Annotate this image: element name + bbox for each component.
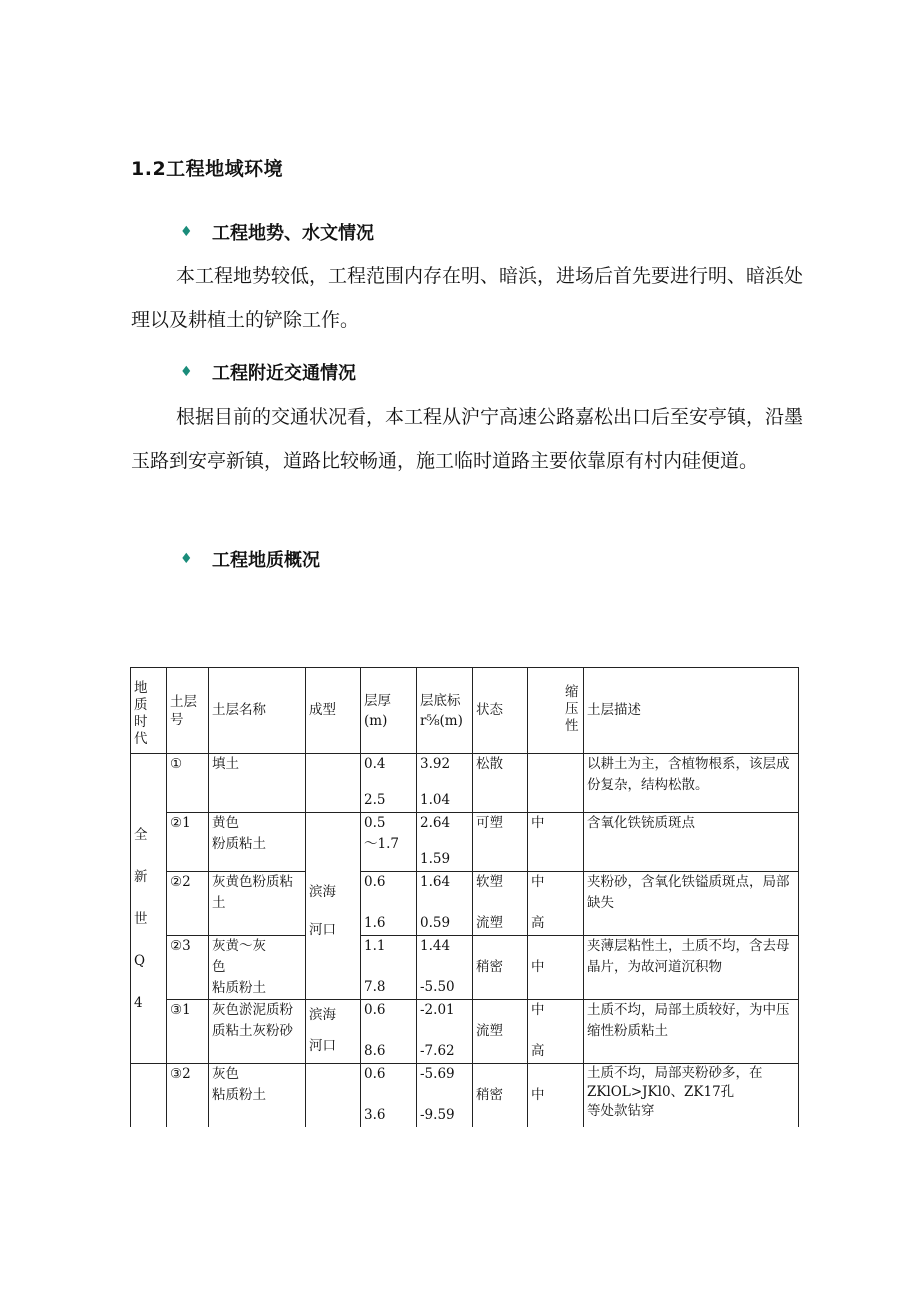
section-heading: 1.2工程地域环境: [131, 158, 284, 180]
topic-label: 工程地质概况: [212, 550, 320, 571]
table-row: [131, 872, 799, 936]
header-state: 状态: [473, 668, 528, 754]
header-description: 土层描述: [584, 668, 799, 754]
layer-compressibility: 中 高: [528, 872, 584, 936]
era-cell-empty: [131, 1064, 167, 1127]
layer-genesis: [306, 754, 361, 813]
diamond-bullet-icon: ♦: [180, 224, 193, 240]
layer-elevation: 1.44 -5.50: [417, 936, 473, 1000]
layer-compressibility: 中: [528, 1064, 584, 1127]
table-row: [131, 754, 799, 813]
layer-id: ②2: [167, 872, 209, 936]
layer-state: 稍密: [473, 1064, 528, 1127]
layer-description: 含氧化铁铳质斑点: [584, 813, 799, 872]
layer-name: 灰色淤泥质粉质粘土灰粉砂: [209, 1000, 306, 1064]
layer-description: 夹粉砂，含氧化铁镒质斑点，局部缺失: [584, 872, 799, 936]
topic-geology-heading: [180, 546, 320, 572]
topic-label: 工程附近交通情况: [212, 363, 356, 384]
layer-state: 流塑: [473, 1000, 528, 1064]
layer-thickness: 1.1 7.8: [361, 936, 417, 1000]
table-row: [131, 936, 799, 1000]
layer-compressibility: 中: [528, 813, 584, 872]
diamond-bullet-icon: ♦: [180, 364, 193, 380]
layer-id: ③1: [167, 1000, 209, 1064]
layer-compressibility: 中: [528, 936, 584, 1000]
header-compressibility: 缩压性: [528, 668, 584, 754]
table-header-row: [131, 668, 799, 754]
layer-description: 土质不均，局部夹粉砂多，在ZKlOL>JKl0、ZK17孔 等处款钻穿: [584, 1064, 799, 1127]
table-row: [131, 1064, 799, 1127]
header-bottom-elevation: 层底标r⅝(m): [417, 668, 473, 754]
era-cell: 全新世Q4: [131, 754, 167, 1064]
layer-id: ③2: [167, 1064, 209, 1127]
layer-elevation: -2.01 -7.62: [417, 1000, 473, 1064]
traffic-paragraph: 根据目前的交通状况看，本工程从沪宁高速公路嘉松出口后至安亭镇，沿墨玉路到安亭新镇，道路比较畅通，施工临时道路主要依靠原有村内硅便道。: [131, 406, 804, 472]
layer-description: 以耕土为主，含植物根系，该层成份复杂，结构松散。: [584, 754, 799, 813]
layer-name: 灰黄～灰 色 粘质粉土: [209, 936, 306, 1000]
layer-description: 土质不均，局部土质较好，为中压缩性粉质粘土: [584, 1000, 799, 1064]
layer-id: ②1: [167, 813, 209, 872]
terrain-paragraph: 本工程地势较低，工程范围内存在明、暗浜，进场后首先要进行明、暗浜处理以及耕植土的铲除工作。: [131, 265, 804, 331]
topic-label: 工程地势、水文情况: [212, 223, 374, 244]
layer-id: ②3: [167, 936, 209, 1000]
table-row: [131, 1000, 799, 1064]
header-layer-no: 土层号: [167, 668, 209, 754]
geology-table: [130, 667, 799, 1127]
layer-name: 灰黄色粉质粘土: [209, 872, 306, 936]
layer-compressibility: 中 高: [528, 1000, 584, 1064]
layer-compressibility: [528, 754, 584, 813]
header-era: 地质时代: [131, 668, 167, 754]
layer-description: 夹薄层粘性土，土质不均，含去母晶片，为故河道沉积物: [584, 936, 799, 1000]
layer-thickness: 0.6 3.6: [361, 1064, 417, 1127]
layer-elevation: 2.64 1.59: [417, 813, 473, 872]
layer-genesis: 滨海 河口: [306, 813, 361, 1000]
layer-genesis: 滨海 河口: [306, 1000, 361, 1064]
header-layer-name: 土层名称: [209, 668, 306, 754]
header-genesis: 成型: [306, 668, 361, 754]
layer-elevation: 1.64 0.59: [417, 872, 473, 936]
table-row: [131, 813, 799, 872]
layer-state: 可塑: [473, 813, 528, 872]
layer-thickness: 0.6 8.6: [361, 1000, 417, 1064]
diamond-bullet-icon: ♦: [180, 551, 193, 567]
layer-elevation: -5.69 -9.59: [417, 1064, 473, 1127]
layer-state: 松散: [473, 754, 528, 813]
layer-state: 稍密: [473, 936, 528, 1000]
layer-name: 黄色 粉质粘土: [209, 813, 306, 872]
layer-id: ①: [167, 754, 209, 813]
layer-name: 灰色 粘质粉土: [209, 1064, 306, 1127]
layer-thickness: 0.5 ～1.7: [361, 813, 417, 872]
layer-thickness: 0.6 1.6: [361, 872, 417, 936]
topic-traffic-heading: [180, 359, 356, 385]
header-thickness: 层厚(m): [361, 668, 417, 754]
layer-elevation: 3.92 1.04: [417, 754, 473, 813]
topic-terrain-heading: [180, 219, 374, 245]
layer-name: 填土: [209, 754, 306, 813]
layer-genesis: [306, 1064, 361, 1127]
layer-thickness: 0.4 2.5: [361, 754, 417, 813]
layer-state: 软塑 流塑: [473, 872, 528, 936]
